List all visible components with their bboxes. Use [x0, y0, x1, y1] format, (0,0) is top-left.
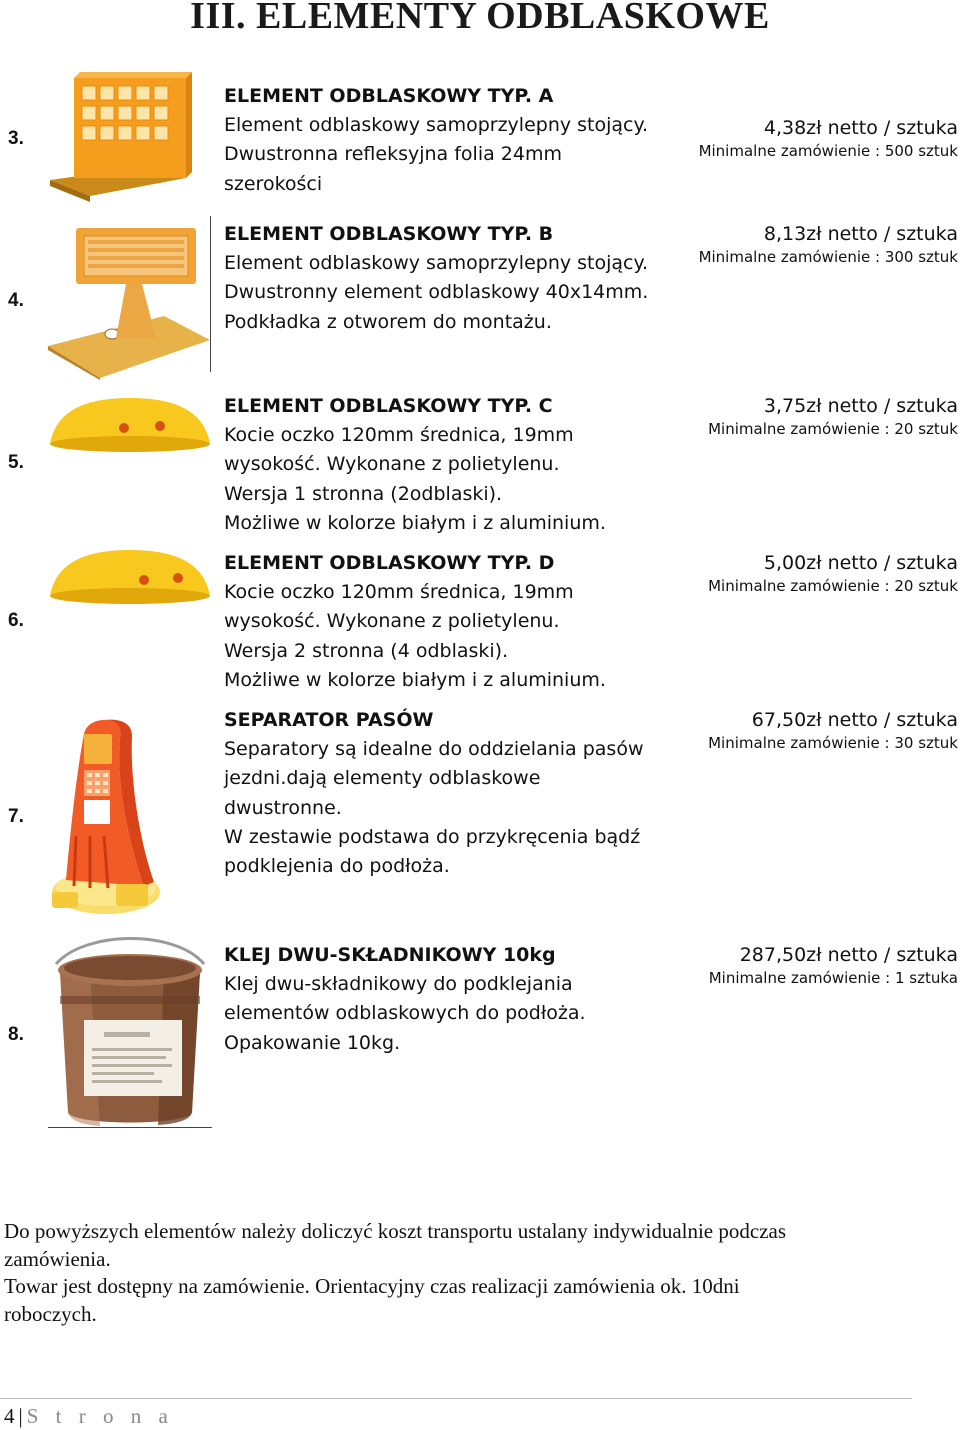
product-description — [224, 941, 674, 1058]
price-block — [658, 116, 958, 162]
description-line: podklejenia do podłoża. — [224, 855, 450, 878]
price: 3,75zł netto / sztuka — [763, 395, 958, 417]
price-block — [658, 394, 958, 440]
description-line: Możliwe w kolorze białym i z aluminium. — [224, 668, 606, 691]
item-number: 6. — [8, 610, 24, 631]
min-order: Minimalne zamówienie : 1 sztuka — [708, 969, 958, 987]
min-order: Minimalne zamówienie : 300 sztuk — [698, 248, 958, 266]
description-line: szerokości — [224, 172, 323, 195]
price-block — [658, 943, 958, 989]
divider — [48, 1127, 212, 1128]
min-order: Minimalne zamówienie : 500 sztuk — [698, 142, 958, 160]
description-line: wysokość. Wykonane z polietylenu. — [224, 610, 560, 633]
page-number: 4 — [4, 1404, 15, 1428]
item-number: 5. — [8, 452, 24, 473]
description-line: Wersja 2 stronna (4 odblaski). — [224, 639, 509, 662]
note-line: zamówienia. — [4, 1246, 111, 1271]
price-block — [658, 551, 958, 597]
description-line: Podkładka z otworem do montażu. — [224, 310, 552, 333]
note-line: Towar jest dostępny na zamówienie. Orientacyjny czas realizacji zamówienia ok. 10dni — [4, 1274, 740, 1298]
description-line: Element odblaskowy samoprzylepny stojący. — [224, 252, 649, 275]
description-line: Separatory są idealne do oddzielania pasów — [224, 738, 644, 761]
product-title: SEPARATOR PASÓW — [224, 709, 434, 731]
note-line: roboczych. — [4, 1301, 97, 1326]
min-order: Minimalne zamówienie : 20 sztuk — [708, 420, 958, 438]
product-image-adhesive-bucket — [46, 936, 212, 1130]
description-line: W zestawie podstawa do przykręcenia bądź — [224, 825, 641, 848]
transport-note — [4, 1218, 944, 1328]
price: 5,00zł netto / sztuka — [763, 552, 958, 574]
description-line: elementów odblaskowych do podłoża. — [224, 1002, 586, 1025]
description-line: Element odblaskowy samoprzylepny stojący. — [224, 114, 649, 137]
product-image-reflective-plate — [46, 216, 212, 380]
min-order: Minimalne zamówienie : 20 sztuk — [708, 577, 958, 595]
product-description — [224, 82, 674, 199]
description-line: Kocie oczko 120mm średnica, 19mm — [224, 424, 574, 447]
description-line: wysokość. Wykonane z polietylenu. — [224, 453, 560, 476]
product-image-cat-eye — [46, 544, 212, 610]
page-label: S t r o n a — [26, 1404, 174, 1428]
min-order: Minimalne zamówienie : 30 sztuk — [708, 734, 958, 752]
page-footer — [4, 1404, 174, 1429]
product-title: ELEMENT ODBLASKOWY TYP. A — [224, 85, 554, 107]
price-block — [658, 708, 958, 754]
product-description — [224, 392, 674, 538]
divider — [210, 216, 211, 372]
product-title: ELEMENT ODBLASKOWY TYP. D — [224, 552, 555, 574]
item-number: 3. — [8, 128, 24, 149]
description-line: jezdni.dają elementy odblaskowe — [224, 767, 541, 790]
description-line: dwustronne. — [224, 796, 342, 819]
page-title: III. ELEMENTY ODBLASKOWE — [190, 0, 770, 37]
product-image-lane-separator — [46, 716, 212, 922]
product-title: KLEJ DWU-SKŁADNIKOWY 10kg — [224, 944, 556, 966]
note-line: Do powyższych elementów należy doliczyć koszt transportu ustalany indywidualnie podczas — [4, 1219, 787, 1243]
product-image-reflective-strip — [46, 68, 212, 204]
footer-separator: | — [18, 1404, 23, 1428]
product-description — [224, 220, 674, 337]
item-number: 4. — [8, 290, 24, 311]
item-number: 7. — [8, 806, 24, 827]
price: 67,50zł netto / sztuka — [751, 709, 958, 731]
item-number: 8. — [8, 1024, 24, 1045]
price: 4,38zł netto / sztuka — [763, 117, 958, 139]
footer-divider — [0, 1398, 912, 1399]
description-line: Wersja 1 stronna (2odblaski). — [224, 482, 503, 505]
product-description — [224, 549, 674, 695]
price: 287,50zł netto / sztuka — [739, 944, 958, 966]
description-line: Dwustronna refleksyjna folia 24mm — [224, 143, 562, 166]
description-line: Opakowanie 10kg. — [224, 1031, 401, 1054]
description-line: Dwustronny element odblaskowy 40x14mm. — [224, 281, 649, 304]
product-title: ELEMENT ODBLASKOWY TYP. B — [224, 223, 554, 245]
product-description — [224, 706, 674, 881]
product-image-cat-eye — [46, 392, 212, 458]
description-line: Kocie oczko 120mm średnica, 19mm — [224, 581, 574, 604]
product-title: ELEMENT ODBLASKOWY TYP. C — [224, 395, 553, 417]
description-line: Klej dwu-składnikowy do podklejania — [224, 973, 573, 996]
price-block — [658, 222, 958, 268]
description-line: Możliwe w kolorze białym i z aluminium. — [224, 511, 606, 534]
price: 8,13zł netto / sztuka — [763, 223, 958, 245]
